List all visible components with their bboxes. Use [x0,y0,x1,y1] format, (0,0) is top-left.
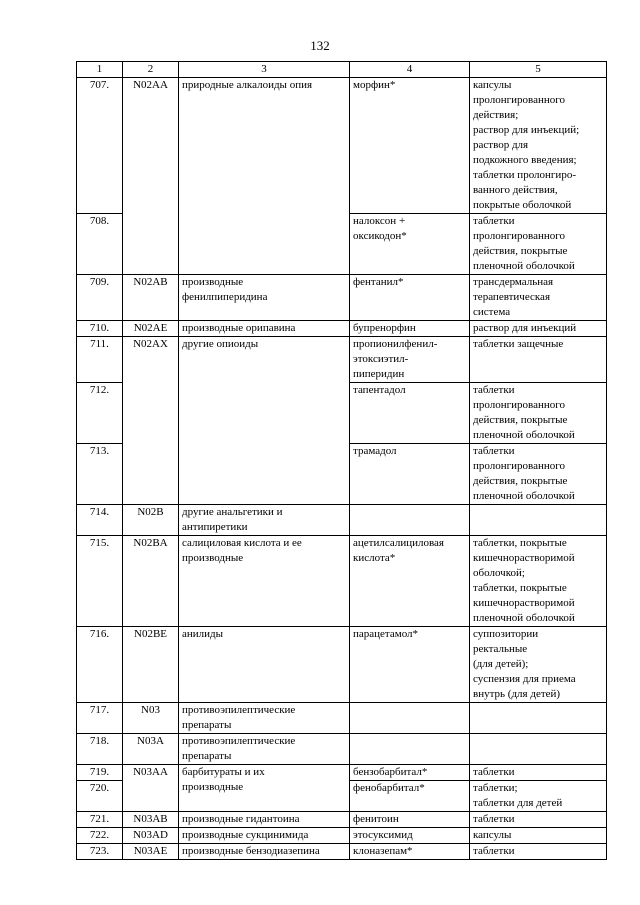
drug-name: фентанил* [350,275,470,321]
atc-code: N03A [123,734,179,765]
table-row [77,627,607,703]
table-row [77,703,607,734]
drug-name [350,734,470,765]
row-number: 712. [77,383,123,444]
group-name: производные бензодиазепина [179,844,350,860]
table-row [77,505,607,536]
header-cell: 1 [77,62,123,78]
row-number: 711. [77,337,123,383]
dosage-form [470,505,607,536]
table-row [77,337,607,383]
dosage-form: таблетки пролонгированного действия, покрытые пленочной оболочкой [470,383,607,444]
drug-table [76,61,607,860]
drug-name: налоксон + оксикодон* [350,214,470,275]
table-row [77,828,607,844]
row-number: 708. [77,214,123,275]
dosage-form [470,734,607,765]
drug-name: фенитоин [350,812,470,828]
drug-name: трамадол [350,444,470,505]
dosage-form: таблетки пролонгированного действия, покрытые пленочной оболочкой [470,444,607,505]
dosage-form: суппозитории ректальные (для детей); суспензия для приема внутрь (для детей) [470,627,607,703]
group-name: производные гидантоина [179,812,350,828]
drug-name: клоназепам* [350,844,470,860]
row-number: 719. [77,765,123,781]
dosage-form: таблетки; таблетки для детей [470,781,607,812]
row-number: 721. [77,812,123,828]
dosage-form: капсулы [470,828,607,844]
atc-code: N02AA [123,78,179,275]
group-name: салициловая кислота и ее производные [179,536,350,627]
group-name: производные сукцинимида [179,828,350,844]
atc-code: N02B [123,505,179,536]
table-header-row [77,62,607,78]
row-number: 714. [77,505,123,536]
dosage-form: таблетки, покрытые кишечнорастворимой оболочкой; таблетки, покрытые кишечнорастворимой пленочной оболочкой [470,536,607,627]
dosage-form: таблетки [470,812,607,828]
drug-name: бензобарбитал* [350,765,470,781]
row-number: 709. [77,275,123,321]
header-cell: 5 [470,62,607,78]
atc-code: N02BA [123,536,179,627]
atc-code: N03AA [123,765,179,812]
row-number: 715. [77,536,123,627]
dosage-form: таблетки [470,844,607,860]
row-number: 717. [77,703,123,734]
drug-name: тапентадол [350,383,470,444]
drug-name: фенобарбитал* [350,781,470,812]
table-row [77,536,607,627]
drug-name: бупренорфин [350,321,470,337]
page-number: 132 [310,38,330,53]
drug-name: пропионилфенил- этоксиэтил- пиперидин [350,337,470,383]
dosage-form: раствор для инъекций [470,321,607,337]
dosage-form: таблетки [470,765,607,781]
atc-code: N03AD [123,828,179,844]
group-name: производные фенилпиперидина [179,275,350,321]
drug-name [350,505,470,536]
group-name: производные орипавина [179,321,350,337]
atc-code: N03AE [123,844,179,860]
table-row [77,78,607,214]
table-row [77,765,607,781]
row-number: 707. [77,78,123,214]
group-name: другие опиоиды [179,337,350,505]
drug-name: парацетамол* [350,627,470,703]
row-number: 713. [77,444,123,505]
row-number: 716. [77,627,123,703]
table-row [77,734,607,765]
group-name: барбитураты и их производные [179,765,350,812]
dosage-form: таблетки пролонгированного действия, покрытые пленочной оболочкой [470,214,607,275]
drug-name: ацетилсалициловая кислота* [350,536,470,627]
group-name: противоэпилептические препараты [179,734,350,765]
dosage-form: трансдермальная терапевтическая система [470,275,607,321]
row-number: 722. [77,828,123,844]
row-number: 710. [77,321,123,337]
table-row [77,844,607,860]
row-number: 723. [77,844,123,860]
header-cell: 2 [123,62,179,78]
atc-code: N02AB [123,275,179,321]
row-number: 718. [77,734,123,765]
header-cell: 4 [350,62,470,78]
atc-code: N02BE [123,627,179,703]
table-row [77,812,607,828]
dosage-form [470,703,607,734]
group-name: противоэпилептические препараты [179,703,350,734]
group-name: природные алкалоиды опия [179,78,350,275]
header-cell: 3 [179,62,350,78]
drug-name: морфин* [350,78,470,214]
atc-code: N03AB [123,812,179,828]
atc-code: N02AE [123,321,179,337]
dosage-form: капсулы пролонгированного действия; раствор для инъекций; раствор для подкожного введения; таблетки пролонгиро- ванного действия, покрытые оболочкой [470,78,607,214]
table-row [77,321,607,337]
atc-code: N03 [123,703,179,734]
group-name: анилиды [179,627,350,703]
dosage-form: таблетки защечные [470,337,607,383]
table-row [77,275,607,321]
group-name: другие анальгетики и антипиретики [179,505,350,536]
drug-name: этосуксимид [350,828,470,844]
drug-name [350,703,470,734]
atc-code: N02AX [123,337,179,505]
row-number: 720. [77,781,123,812]
